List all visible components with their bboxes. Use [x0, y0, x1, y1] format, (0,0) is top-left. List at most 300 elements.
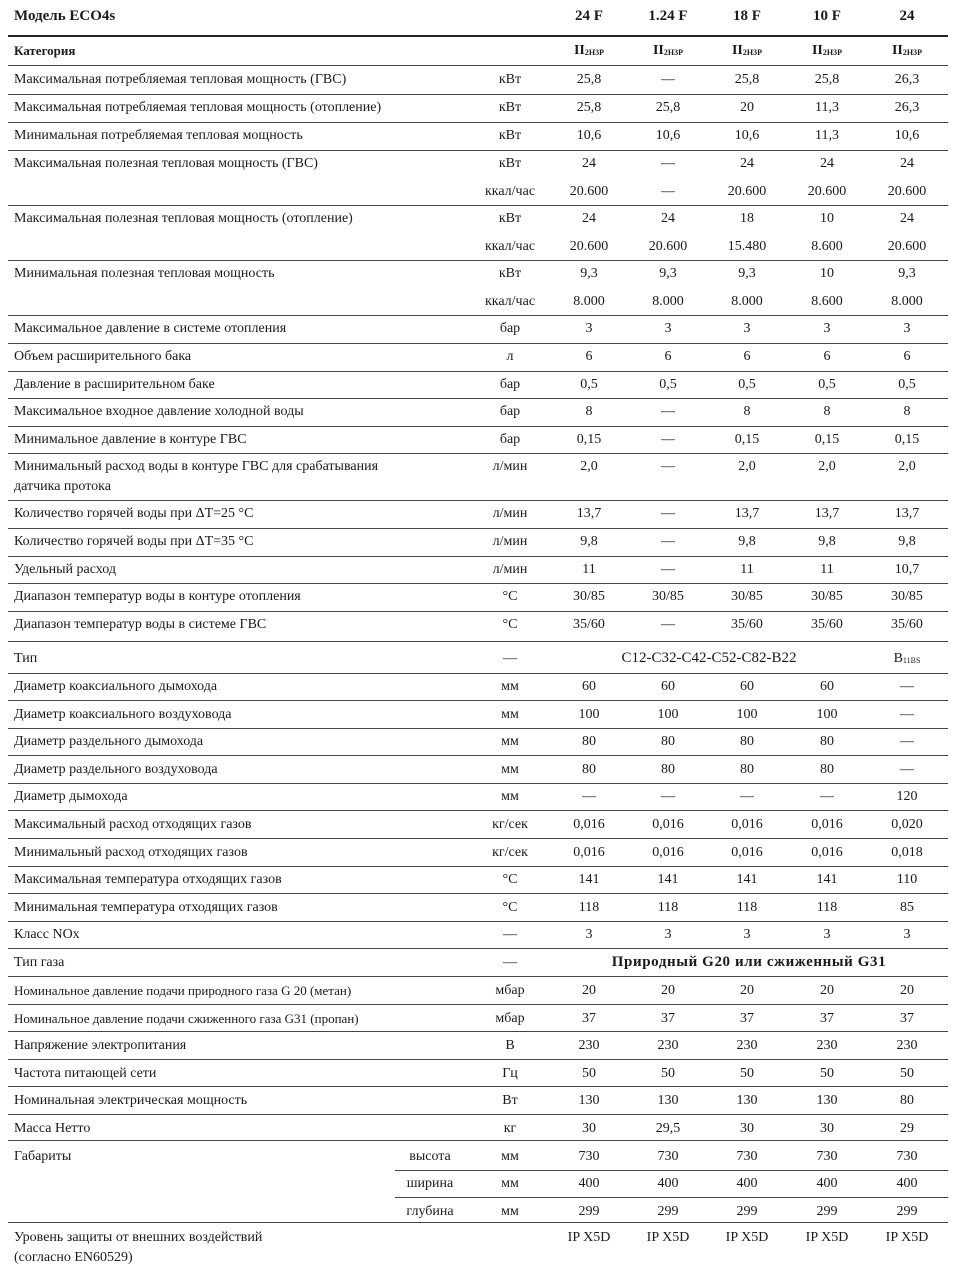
- row-value: 60: [820, 679, 834, 694]
- row-value: 60: [740, 679, 754, 694]
- row-value: 0,016: [811, 817, 843, 832]
- gas-type-row: [0, 954, 956, 974]
- spec-row: [0, 788, 956, 808]
- dimension-value: 299: [896, 1204, 918, 1219]
- row-value: 10,7: [894, 562, 920, 577]
- divider: [8, 976, 948, 977]
- row-value: 2,0: [818, 459, 836, 474]
- row-value: 230: [657, 1038, 679, 1053]
- row-label: Диапазон температур воды в контуре отопления: [14, 589, 301, 604]
- row-value: 8: [585, 404, 593, 419]
- row-value: 80: [661, 762, 675, 777]
- divider: [8, 673, 948, 674]
- dimension-unit: мм: [501, 1149, 519, 1164]
- divider: [8, 528, 948, 529]
- row-label: Номинальная электрическая мощность: [14, 1093, 248, 1108]
- row-value: 3: [664, 927, 672, 942]
- row-value: 6: [743, 349, 751, 364]
- row-value: 0,5: [818, 377, 836, 392]
- protection-value: IP X5D: [805, 1230, 849, 1245]
- row-value: —: [740, 789, 754, 804]
- row-unit: кВт: [498, 100, 522, 115]
- divider: [8, 838, 948, 839]
- spec-row: [0, 588, 956, 608]
- row-label: Удельный расход: [14, 562, 116, 577]
- row-value: 20: [582, 983, 596, 998]
- category-label: Категория: [14, 43, 76, 58]
- row-value: 3: [743, 321, 751, 336]
- model-col-3: 10 F: [813, 8, 841, 24]
- divider: [8, 205, 948, 206]
- divider: [8, 371, 948, 372]
- gas-type-value: Природный G20 или сжиженный G31: [611, 954, 887, 970]
- spec-row: [0, 616, 956, 636]
- divider: [8, 921, 948, 922]
- dimension-row: [0, 1148, 956, 1168]
- row-value: 9,3: [580, 266, 598, 281]
- row-label: Номинальное давление подачи природного газа G 20 (метан): [14, 983, 352, 998]
- row-label: Номинальное давление подачи сжиженного газа G31 (пропан): [14, 1011, 359, 1026]
- row-value: 20: [661, 983, 675, 998]
- row-label: Максимальная потребляемая тепловая мощность (ГВС): [14, 72, 347, 87]
- row-value: —: [661, 432, 675, 447]
- row-value: 0,016: [652, 845, 684, 860]
- row-value: 20: [900, 983, 914, 998]
- row-value: 141: [578, 872, 600, 887]
- row-value: —: [661, 459, 675, 474]
- divider: [8, 948, 948, 949]
- spec-row: [0, 155, 956, 175]
- row-value: 26,3: [894, 72, 920, 87]
- model-col-4: 24: [899, 8, 915, 24]
- type-label: Тип: [14, 651, 38, 666]
- row-label: Давление в расширительном баке: [14, 377, 215, 392]
- row-value: —: [900, 707, 914, 722]
- spec-row: [0, 458, 956, 494]
- row-value: 30: [582, 1121, 596, 1136]
- row-label: Диаметр коаксиального воздуховода: [14, 707, 232, 722]
- row-value: 0,016: [731, 845, 763, 860]
- dimension-name: высота: [409, 1149, 451, 1164]
- row-value: 60: [582, 679, 596, 694]
- row-value: 141: [736, 872, 758, 887]
- spec-row: [0, 431, 956, 451]
- row-value: 26,3: [894, 100, 920, 115]
- dimension-value: 299: [657, 1204, 679, 1219]
- category-value: II2H3P: [652, 43, 683, 58]
- row-value: 20: [820, 983, 834, 998]
- divider: [395, 1170, 948, 1171]
- row-value: 3: [743, 927, 751, 942]
- row-value: 230: [816, 1038, 838, 1053]
- divider: [8, 728, 948, 729]
- model-title: Модель ECO4s: [14, 8, 116, 24]
- spec-row: [0, 71, 956, 91]
- divider: [8, 500, 948, 501]
- row-label: Максимальная полезная тепловая мощность (отопление): [14, 211, 353, 226]
- row-value: 6: [664, 349, 672, 364]
- row-value: 100: [657, 707, 679, 722]
- spec-row: [0, 1092, 956, 1112]
- row-value: 20: [740, 983, 754, 998]
- protection-label: Уровень защиты от внешних воздействий: [14, 1230, 263, 1245]
- row-value: 118: [816, 900, 838, 915]
- spec-row: [0, 899, 956, 919]
- row-unit: кг: [503, 1121, 517, 1136]
- spec-row: [0, 844, 956, 864]
- row-value: 0,016: [573, 845, 605, 860]
- row-unit: °С: [502, 872, 518, 887]
- row-label: Минимальный расход отходящих газов: [14, 845, 248, 860]
- row-label: Объем расширительного бака: [14, 349, 192, 364]
- divider: [8, 398, 948, 399]
- row-label: Количество горячей воды при ΔT=25 °С: [14, 506, 254, 521]
- dimension-value: 730: [896, 1149, 918, 1164]
- row-value: 13,7: [734, 506, 760, 521]
- row-value: 9,3: [659, 266, 677, 281]
- dimension-value: 400: [896, 1176, 918, 1191]
- row-value: 3: [823, 321, 831, 336]
- category-row: [0, 42, 956, 62]
- row-value: 11: [820, 562, 834, 577]
- row-value: —: [900, 679, 914, 694]
- row-unit: мм: [501, 734, 519, 749]
- row-value: 18: [740, 211, 754, 226]
- row-unit: —: [503, 927, 517, 942]
- dimension-row: [0, 1203, 956, 1223]
- row-value: 29: [900, 1121, 914, 1136]
- row-value: 24: [582, 156, 596, 171]
- row-value: 3: [823, 927, 831, 942]
- row-value: 80: [661, 734, 675, 749]
- divider: [8, 893, 948, 894]
- gas-type-unit: —: [503, 955, 517, 970]
- row-value: 0,016: [573, 817, 605, 832]
- row-value: 35/60: [573, 617, 605, 632]
- row-value: —: [820, 789, 834, 804]
- row-value: 35/60: [731, 617, 763, 632]
- dimension-value: 730: [578, 1149, 600, 1164]
- row-value: 3: [585, 321, 593, 336]
- row-value: 20.600: [807, 184, 847, 199]
- dimension-value: 299: [736, 1204, 758, 1219]
- model-col-0: 24 F: [575, 8, 603, 24]
- row-value: 118: [736, 900, 758, 915]
- spec-row: [0, 533, 956, 553]
- divider: [8, 556, 948, 557]
- row-unit: мбар: [495, 1011, 525, 1026]
- row-unit: кВт: [498, 72, 522, 87]
- row-value: 13,7: [894, 506, 920, 521]
- dimension-value: 400: [657, 1176, 679, 1191]
- divider: [8, 641, 948, 642]
- row-label: Масса Нетто: [14, 1121, 91, 1136]
- spec-row: [0, 210, 956, 230]
- protection-value: IP X5D: [885, 1230, 929, 1245]
- row-value: 37: [820, 1011, 834, 1026]
- row-value: 0,15: [734, 432, 760, 447]
- row-value: 25,8: [814, 72, 840, 87]
- row-value: 118: [657, 900, 679, 915]
- row-value: 230: [736, 1038, 758, 1053]
- row-value: 11: [582, 562, 596, 577]
- dimension-value: 400: [816, 1176, 838, 1191]
- row-value: 0,5: [659, 377, 677, 392]
- spec-row: [0, 1065, 956, 1085]
- row-value: 10,6: [734, 128, 760, 143]
- spec-row: [0, 376, 956, 396]
- row-value: 2,0: [580, 459, 598, 474]
- row-label: Минимальная потребляемая тепловая мощность: [14, 128, 303, 143]
- row-value: 3: [664, 321, 672, 336]
- category-value: II2H3P: [891, 43, 922, 58]
- category-value: II2H3P: [731, 43, 762, 58]
- row-unit: мм: [501, 707, 519, 722]
- row-value: 0,15: [576, 432, 602, 447]
- spec-row: [0, 678, 956, 698]
- type-value-last: В11BS: [893, 651, 921, 666]
- row-value: 25,8: [655, 100, 681, 115]
- spec-row: [0, 871, 956, 891]
- dimension-value: 299: [816, 1204, 838, 1219]
- row-value: —: [661, 156, 675, 171]
- row-value: 0,15: [814, 432, 840, 447]
- row-value: 130: [657, 1093, 679, 1108]
- row-value: 100: [736, 707, 758, 722]
- row-label: Напряжение электропитания: [14, 1038, 187, 1053]
- row-value: 30: [740, 1121, 754, 1136]
- spec-row: [0, 505, 956, 525]
- row-label: Максимальное входное давление холодной воды: [14, 404, 304, 419]
- dimension-row: [0, 1175, 956, 1195]
- row-value: 50: [582, 1066, 596, 1081]
- divider: [8, 1114, 948, 1115]
- dimension-name: ширина: [406, 1176, 454, 1191]
- row-label: Диаметр дымохода: [14, 789, 128, 804]
- spec-row: [0, 982, 956, 1002]
- row-value: 0,5: [898, 377, 916, 392]
- row-label: Максимальная полезная тепловая мощность (ГВС): [14, 156, 318, 171]
- row-unit: бар: [499, 404, 521, 419]
- row-label: Минимальная полезная тепловая мощность: [14, 266, 275, 281]
- row-label: Класс NOx: [14, 927, 80, 942]
- row-value: 0,020: [891, 817, 923, 832]
- row-label: Максимальная температура отходящих газов: [14, 872, 282, 887]
- row-value: 35/60: [811, 617, 843, 632]
- row-value: 230: [578, 1038, 600, 1053]
- model-col-1: 1.24 F: [648, 8, 688, 24]
- spec-row: [0, 926, 956, 946]
- row-unit: л: [506, 349, 514, 364]
- row-value: —: [661, 506, 675, 521]
- row-unit: ккал/час: [484, 239, 536, 254]
- type-row: [0, 650, 956, 670]
- spec-row: [0, 403, 956, 423]
- row-value: 3: [585, 927, 593, 942]
- row-unit: бар: [499, 377, 521, 392]
- row-value: —: [661, 72, 675, 87]
- row-value: —: [661, 404, 675, 419]
- row-value: 20: [740, 100, 754, 115]
- row-value: 13,7: [814, 506, 840, 521]
- spec-row: [0, 761, 956, 781]
- row-value: 10: [820, 266, 834, 281]
- divider: [8, 94, 948, 95]
- protection-row: [0, 1229, 956, 1269]
- row-value: 8.000: [652, 294, 684, 309]
- spec-row: [0, 706, 956, 726]
- row-unit: л/мин: [492, 459, 528, 474]
- row-unit: мм: [501, 762, 519, 777]
- row-value: 30/85: [652, 589, 684, 604]
- row-value: 20.600: [569, 239, 609, 254]
- divider: [8, 260, 948, 261]
- row-value: 10,6: [894, 128, 920, 143]
- spec-row: [0, 320, 956, 340]
- divider: [8, 1031, 948, 1032]
- divider: [8, 700, 948, 701]
- row-label-cont: датчика протока: [14, 479, 111, 494]
- row-unit: °С: [502, 589, 518, 604]
- row-value: —: [582, 789, 596, 804]
- spec-row: [0, 348, 956, 368]
- row-label: Диаметр раздельного воздуховода: [14, 762, 218, 777]
- row-value: 130: [736, 1093, 758, 1108]
- divider: [8, 810, 948, 811]
- row-value: 100: [578, 707, 600, 722]
- row-unit: Вт: [502, 1093, 518, 1108]
- row-value: 9,8: [580, 534, 598, 549]
- divider: [8, 611, 948, 612]
- row-value: 30: [820, 1121, 834, 1136]
- row-unit: ккал/час: [484, 294, 536, 309]
- divider: [8, 755, 948, 756]
- row-value: 3: [903, 927, 911, 942]
- row-value: 130: [816, 1093, 838, 1108]
- dimension-unit: мм: [501, 1176, 519, 1191]
- row-value: 3: [903, 321, 911, 336]
- row-unit: мм: [501, 679, 519, 694]
- row-value: 35/60: [891, 617, 923, 632]
- row-value: 0,15: [894, 432, 920, 447]
- row-unit: кг/сек: [492, 817, 528, 832]
- dimension-value: 730: [657, 1149, 679, 1164]
- row-unit: кВт: [498, 266, 522, 281]
- row-value: 80: [740, 762, 754, 777]
- spec-row: [0, 733, 956, 753]
- row-value: 11,3: [815, 100, 839, 115]
- row-label: Частота питающей сети: [14, 1066, 157, 1081]
- row-value: 100: [816, 707, 838, 722]
- row-value: 24: [820, 156, 834, 171]
- type-unit: —: [503, 651, 517, 666]
- model-col-2: 18 F: [733, 8, 761, 24]
- row-value: 8: [823, 404, 831, 419]
- row-unit: мм: [501, 789, 519, 804]
- spec-row: [0, 265, 956, 285]
- row-value: 110: [896, 872, 918, 887]
- row-value: 10,6: [576, 128, 602, 143]
- divider: [8, 122, 948, 123]
- row-value: 11: [740, 562, 754, 577]
- row-value: 80: [582, 734, 596, 749]
- row-value: 0,018: [891, 845, 923, 860]
- row-value: 80: [820, 762, 834, 777]
- row-value: 80: [900, 1093, 914, 1108]
- row-value: 80: [582, 762, 596, 777]
- row-label: Диаметр коаксиального дымохода: [14, 679, 218, 694]
- row-label: Максимальная потребляемая тепловая мощность (отопление): [14, 100, 382, 115]
- category-value: II2H3P: [573, 43, 604, 58]
- row-label: Диапазон температур воды в системе ГВС: [14, 617, 267, 632]
- row-value: 24: [900, 156, 914, 171]
- row-value: 24: [900, 211, 914, 226]
- row-value: 6: [823, 349, 831, 364]
- divider: [8, 453, 948, 454]
- row-value: 8: [743, 404, 751, 419]
- dimension-value: 730: [816, 1149, 838, 1164]
- row-label: Минимальный расход воды в контуре ГВС для срабатывания: [14, 459, 379, 474]
- divider: [8, 1222, 948, 1223]
- divider: [8, 35, 948, 37]
- row-value: 0,5: [738, 377, 756, 392]
- dimension-unit: мм: [501, 1204, 519, 1219]
- divider: [8, 150, 948, 151]
- dimension-name: глубина: [406, 1204, 454, 1219]
- row-value: 8.600: [811, 239, 843, 254]
- row-value: 6: [585, 349, 593, 364]
- row-value: 30/85: [573, 589, 605, 604]
- row-value: 9,3: [898, 266, 916, 281]
- row-value: 8.000: [891, 294, 923, 309]
- row-value: 50: [661, 1066, 675, 1081]
- row-value: 230: [896, 1038, 918, 1053]
- row-value: 24: [661, 211, 675, 226]
- row-unit: ккал/час: [484, 184, 536, 199]
- row-value: 20.600: [887, 184, 927, 199]
- row-value: 37: [740, 1011, 754, 1026]
- divider: [8, 866, 948, 867]
- row-value: 20.600: [569, 184, 609, 199]
- row-label: Количество горячей воды при ΔT=35 °С: [14, 534, 254, 549]
- row-value: 9,8: [898, 534, 916, 549]
- spec-row: [0, 127, 956, 147]
- divider: [8, 583, 948, 584]
- row-value: 141: [657, 872, 679, 887]
- protection-label-note: (согласно EN60529): [14, 1250, 133, 1265]
- row-value: 85: [900, 900, 914, 915]
- row-value: 0,016: [652, 817, 684, 832]
- spec-row: [0, 1010, 956, 1030]
- spec-row: [0, 561, 956, 581]
- row-value: —: [661, 789, 675, 804]
- row-value: 25,8: [576, 100, 602, 115]
- protection-value: IP X5D: [567, 1230, 611, 1245]
- row-value: 50: [820, 1066, 834, 1081]
- row-value: 11,3: [815, 128, 839, 143]
- spec-row: [0, 183, 956, 203]
- row-value: 2,0: [898, 459, 916, 474]
- divider: [8, 315, 948, 316]
- row-value: 25,8: [734, 72, 760, 87]
- row-value: 20.600: [648, 239, 688, 254]
- row-value: 37: [582, 1011, 596, 1026]
- protection-value: IP X5D: [725, 1230, 769, 1245]
- row-unit: л/мин: [492, 506, 528, 521]
- row-value: 30/85: [731, 589, 763, 604]
- row-value: 15.480: [727, 239, 767, 254]
- row-value: 141: [816, 872, 838, 887]
